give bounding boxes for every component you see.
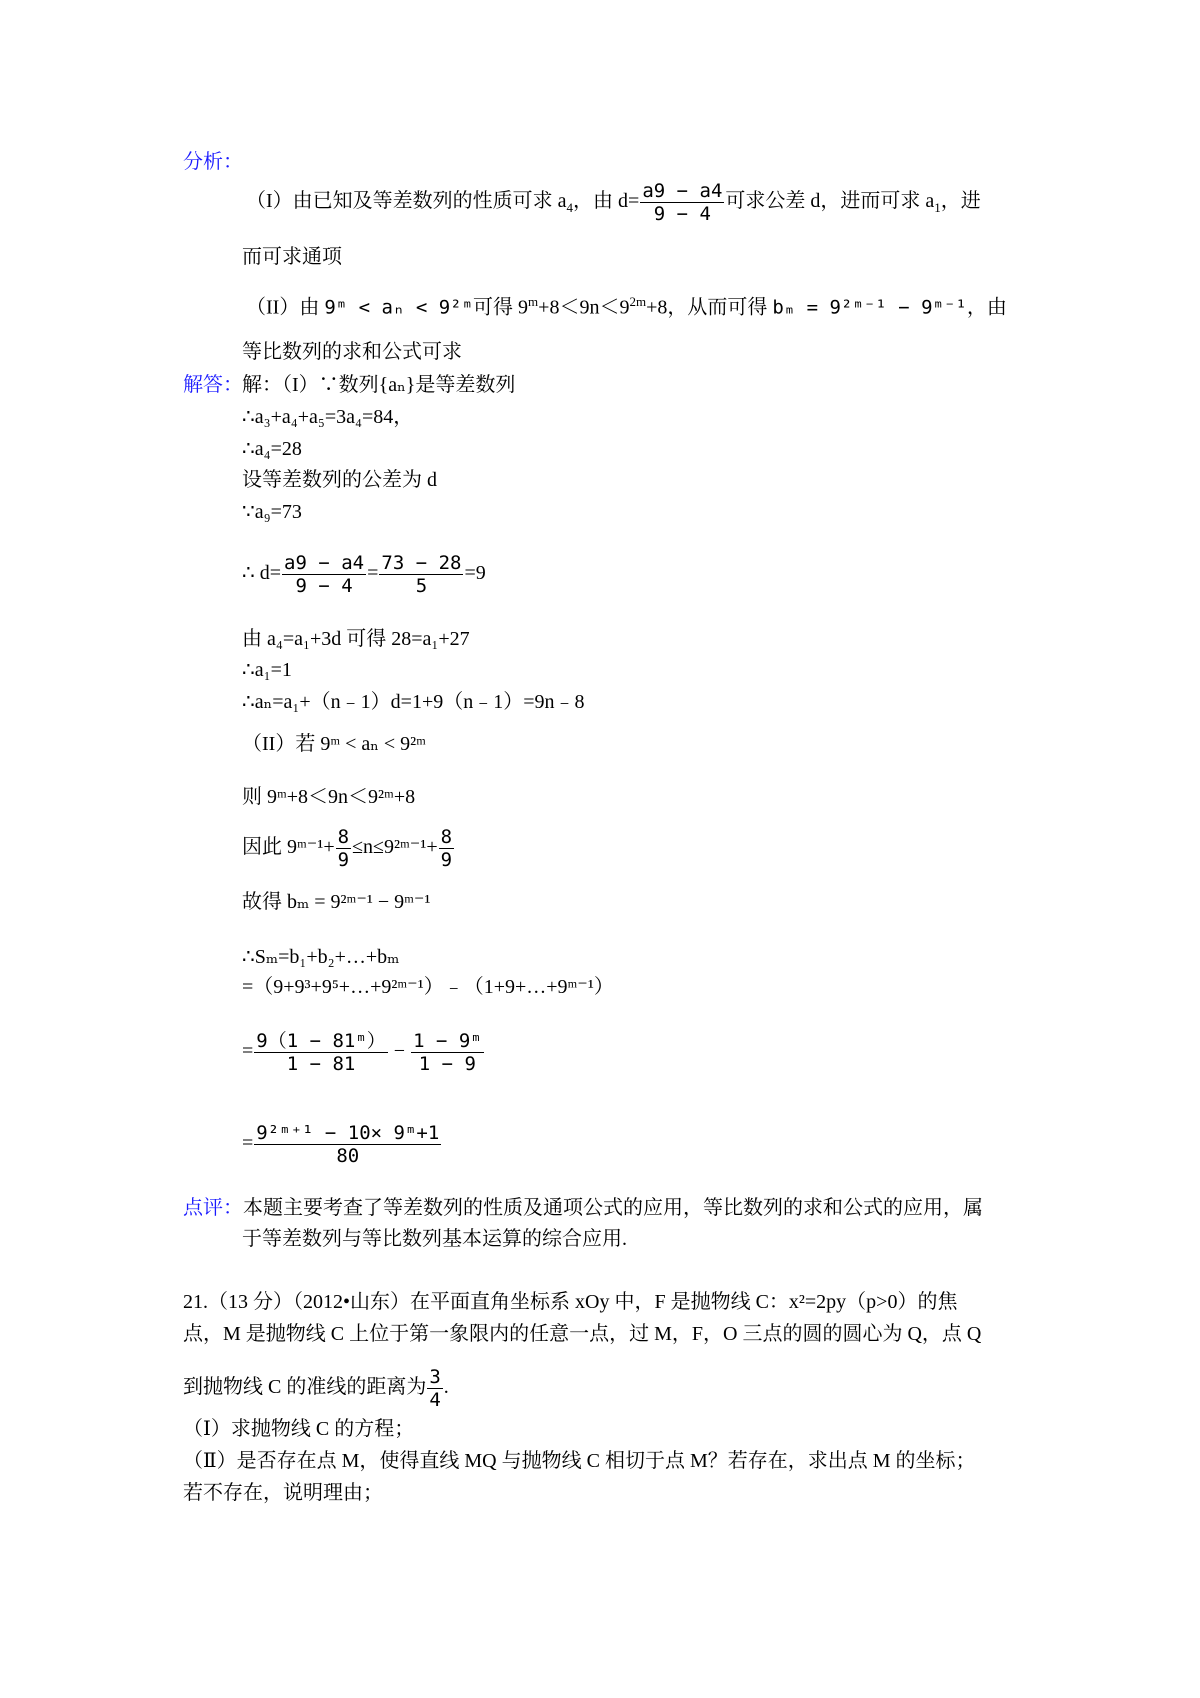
solution-line: ∴a₄=28 <box>242 438 302 460</box>
solution-line: （II）若 9ᵐ < aₙ < 9²ᵐ <box>242 733 426 755</box>
final-fraction: = $\frac{\text{9²ᵐ⁺¹ − 10× 9ᵐ+1}}{80}$ <box>242 1122 440 1167</box>
solution-line: ∴a₃+a₄+a₅=3a₄=84， <box>242 406 414 428</box>
problem-question: （Ⅱ）是否存在点 M，使得直线 MQ 与抛物线 C 相切于点 M？若存在，求出点 M 的坐标； <box>183 1450 976 1472</box>
analysis-part2-cont: 等比数列的求和公式可求 <box>242 341 462 363</box>
analysis-part1: （I）由已知及等差数列的性质可求 $a_4$，由 d= $\frac{a9 - a4}{9 - 4}$ 可求公差 d，进而可求 $a_1$，进 <box>246 180 981 225</box>
analysis-part2: （II）由 9ᵐ < aₙ < 9²ᵐ可得 $9^m+8<9n<9^{2m}+8$，从而可得 bₘ = 9²ᵐ⁻¹ − 9ᵐ⁻¹，由 <box>246 294 1007 319</box>
hence-line: 因此 9ᵐ⁻¹+ $\frac{8}{9}$ ≤n≤9²ᵐ⁻¹+ $\frac{8}{9}$ <box>242 826 453 871</box>
solution-line: 由 a₄=a₁+3d 可得 28=a₁+27 <box>242 628 470 650</box>
fraction: $\frac{a9 - a4}{9 - 4}$ <box>642 180 723 225</box>
solution-line: ∴aₙ=a₁+（n﹣1）d=1+9（n﹣1）=9n﹣8 <box>242 691 585 713</box>
solution-line: 解：（I）∵数列{aₙ}是等差数列 <box>242 374 516 396</box>
analysis-label: 分析： <box>183 151 243 173</box>
problem-line: 到抛物线 C 的准线的距离为 $\frac{3}{4}$ . <box>183 1366 449 1411</box>
d-formula: ∴ d= $\frac{a9 - a4}{9 - 4}$ = $\frac{73 - 28}{5}$ =9 <box>242 552 486 597</box>
problem-line: 点，M 是抛物线 C 上位于第一象限内的任意一点，过 M，F，O 三点的圆的圆心为 Q，点 Q <box>183 1323 982 1345</box>
comment-line: 于等差数列与等比数列基本运算的综合应用. <box>242 1228 627 1250</box>
solution-line: 则 9ᵐ+8＜9n＜9²ᵐ+8 <box>242 786 416 808</box>
solution-line: 故得 bₘ = 9²ᵐ⁻¹ − 9ᵐ⁻¹ <box>242 891 431 913</box>
solution-line: ∴Sₘ=b₁+b₂+…+bₘ <box>242 946 400 968</box>
comment: 点评：本题主要考查了等差数列的性质及通项公式的应用，等比数列的求和公式的应用，属 <box>183 1197 983 1219</box>
problem-question: 若不存在，说明理由； <box>183 1482 383 1504</box>
solution-line: 设等差数列的公差为 d <box>242 469 437 491</box>
solution-line: ∴a₁=1 <box>242 659 292 681</box>
solution-line: =（9+9³+9⁵+…+9²ᵐ⁻¹）﹣（1+9+…+9ᵐ⁻¹） <box>242 976 614 998</box>
problem-line: 21.（13 分）（2012•山东）在平面直角坐标系 xOy 中，F 是抛物线 C：x²=2py（p>0）的焦 <box>183 1291 958 1313</box>
solution-label: 解答： <box>183 374 243 396</box>
sum-fraction: = $\frac{\text{9（1 − 81ᵐ）}}{1 - 81}$ − $\frac{\text{1 − 9ᵐ}}{1 - 9}$ <box>242 1030 482 1075</box>
problem-question: （Ⅰ）求抛物线 C 的方程； <box>183 1418 415 1440</box>
analysis-part1-cont: 而可求通项 <box>242 246 342 268</box>
solution-line: ∵a₉=73 <box>242 501 302 523</box>
